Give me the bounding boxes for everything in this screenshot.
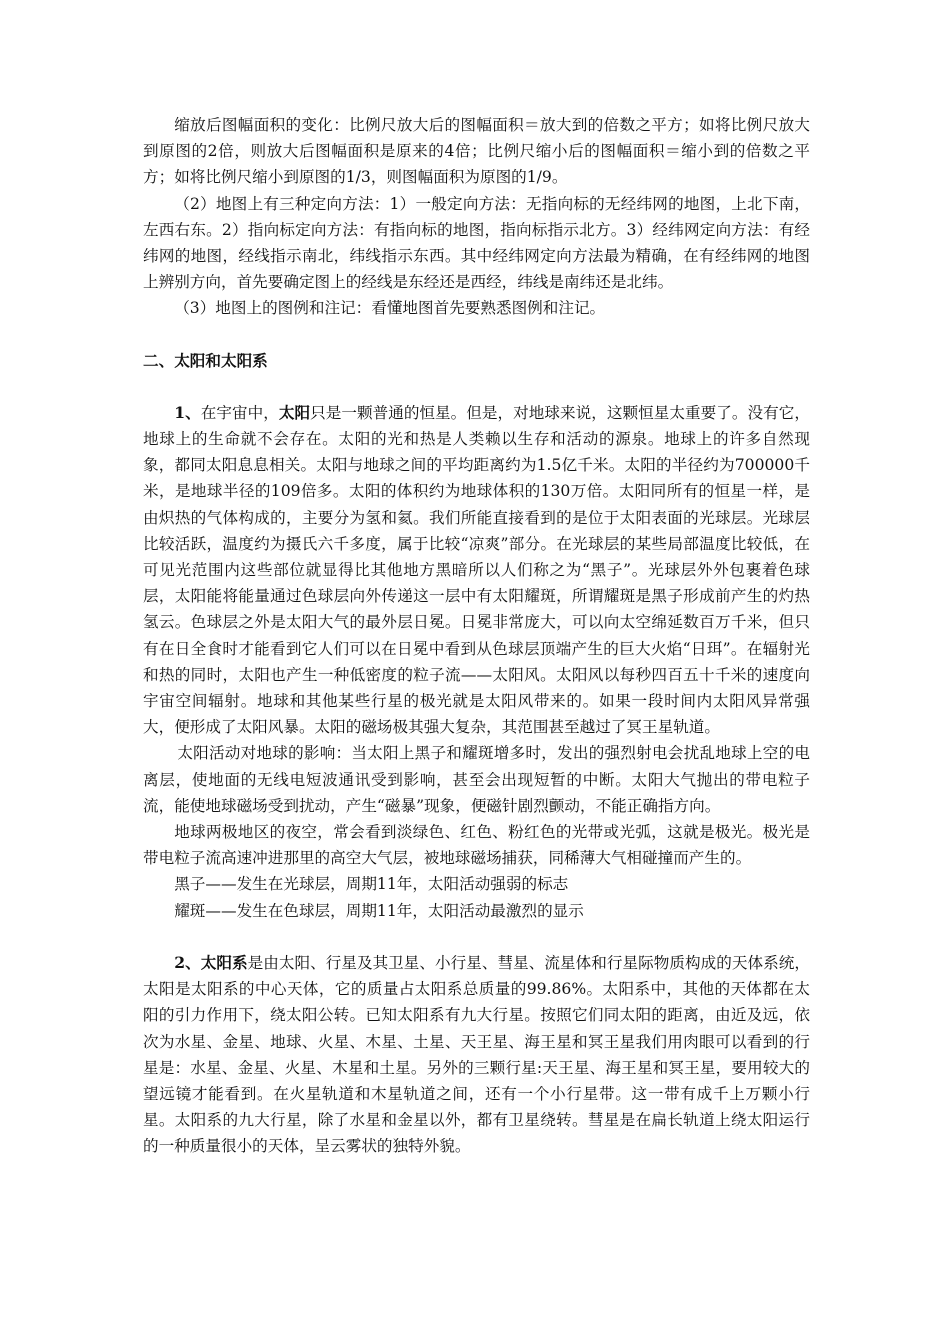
paragraph-solar-system <box>143 950 810 1160</box>
term-sun: 太阳 <box>278 402 311 422</box>
note-sunspot: 黑子——发生在光球层，周期11年，太阳活动强弱的标志 <box>174 875 569 894</box>
paragraph-solar-activity-effects: 太阳活动对地球的影响：当太阳上黑子和耀斑增多时，发出的强烈射电会扰乱地球上空的电离层，使地面的无线电短波通讯受到影响，甚至会出现短暂的中断。太阳大气抛出的带电粒子流，能使地球磁场受到扰动，产生“磁暴”现象，便磁针剧烈颤动，不能正确指方向。 <box>143 744 810 815</box>
paragraph-solar-system-number: 2、 <box>174 952 201 972</box>
paragraph-legend-notes: （3）地图上的图例和注记：看懂地图首先要熟悉图例和注记。 <box>174 299 606 318</box>
document-page <box>143 112 810 1160</box>
paragraph-sun <box>143 400 810 741</box>
paragraph-solar-system-body: 是由太阳、行星及其卫星、小行星、彗星、流星体和行星际物质构成的天体系统，太阳是太阳系的中心天体，它的质量占太阳系总质量的99.86%。太阳系中，其他的天体都在太阳的引力作用下，绕太阳公转。已知太阳系有九大行星。按照它们同太阳的距离，由近及远，依次为水星、金星、地球、火星、木星、土星、天王星、海王星和冥王星我们用肉眼可以看到的行星是：水星、金星、火星、木星和土星。另外的三颗行星:天王星、海王星和冥王星，要用较大的望远镜才能看到。在火星轨道和木星轨道之间，还有一个小行星带。这一带有成千上万颗小行星。太阳系的九大行星，除了水星和金星以外，都有卫星绕转。彗星是在扁长轨道上绕太阳运行的一种质量很小的天体，呈云雾状的独特外貌。 <box>143 953 810 1156</box>
term-solar-system: 太阳系 <box>200 952 248 972</box>
note-flare: 耀斑——发生在色球层，周期11年，太阳活动最激烈的显示 <box>174 901 584 920</box>
paragraph-sun-body: 只是一颗普通的恒星。但是，对地球来说，这颗恒星太重要了。没有它，地球上的生命就不会存在。太阳的光和热是人类赖以生存和活动的源泉。地球上的许多自然现象，都同太阳息息相关。太阳与地球之间的平均距离约为1.5亿千米。太阳的半径约为700000千米，是地球半径的109倍多。太阳的体积约为地球体积的130万倍。太阳同所有的恒星一样，是由炽热的气体构成的，主要分为氢和氦。我们所能直接看到的是位于太阳表面的光球层。光球层比较活跃，温度约为摄氏六千多度，属于比较“凉爽”部分。在光球层的某些局部温度比较低，在可见光范围内这些部位就显得比其他地方黑暗所以人们称之为“黑子”。光球层外外包裹着色球层，太阳能将能量通过色球层向外传递这一层中有太阳耀斑，所谓耀斑是黑子形成前产生的灼热氢云。色球层之外是太阳大气的最外层日冕。日冕非常庞大，可以向太空绵延数百万千米，但只有在日全食时才能看到它人们可以在日冕中看到从色球层顶端产生的巨大火焰“日珥”。在辐射光和热的同时，太阳也产生一种低密度的粒子流——太阳风。太阳风以每秒四百五十千米的速度向宇宙空间辐射。地球和其他某些行星的极光就是太阳风带来的。如果一段时间内太阳风异常强大，便形成了太阳风暴。太阳的磁场极其强大复杂，其范围甚至越过了冥王星轨道。 <box>143 403 810 737</box>
paragraph-orientation-methods: （2）地图上有三种定向方法：1）一般定向方法：无指向标的无经纬网的地图，上北下南，左西右东。2）指向标定向方法：有指向标的地图，指向标指示北方。3）经纬网定向方法：有经纬网的地图，经线指示南北，纬线指示东西。其中经纬网定向方法最为精确，在有经纬网的地图上辨别方向，首先要确定图上的经线是东经还是西经，纬线是南纬还是北纬。 <box>143 194 810 292</box>
paragraph-sun-lead: 在宇宙中， <box>200 403 279 422</box>
paragraph-aurora: 地球两极地区的夜空，常会看到淡绿色、红色、粉红色的光带或光弧，这就是极光。极光是带电粒子流高速冲进那里的高空大气层，被地球磁场捕获，同稀薄大气相碰撞而产生的。 <box>143 823 810 868</box>
paragraph-sun-number: 1、 <box>174 402 201 422</box>
section-heading-sun-and-solar-system: 二、太阳和太阳系 <box>143 350 268 370</box>
paragraph-scale-area: 缩放后图幅面积的变化：比例尺放大后的图幅面积＝放大到的倍数之平方；如将比例尺放大到原图的2倍，则放大后图幅面积是原来的4倍；比例尺缩小后的图幅面积＝缩小到的倍数之平方；如将比例尺缩小到原图的1/3，则图幅面积为原图的1/9。 <box>143 116 810 187</box>
